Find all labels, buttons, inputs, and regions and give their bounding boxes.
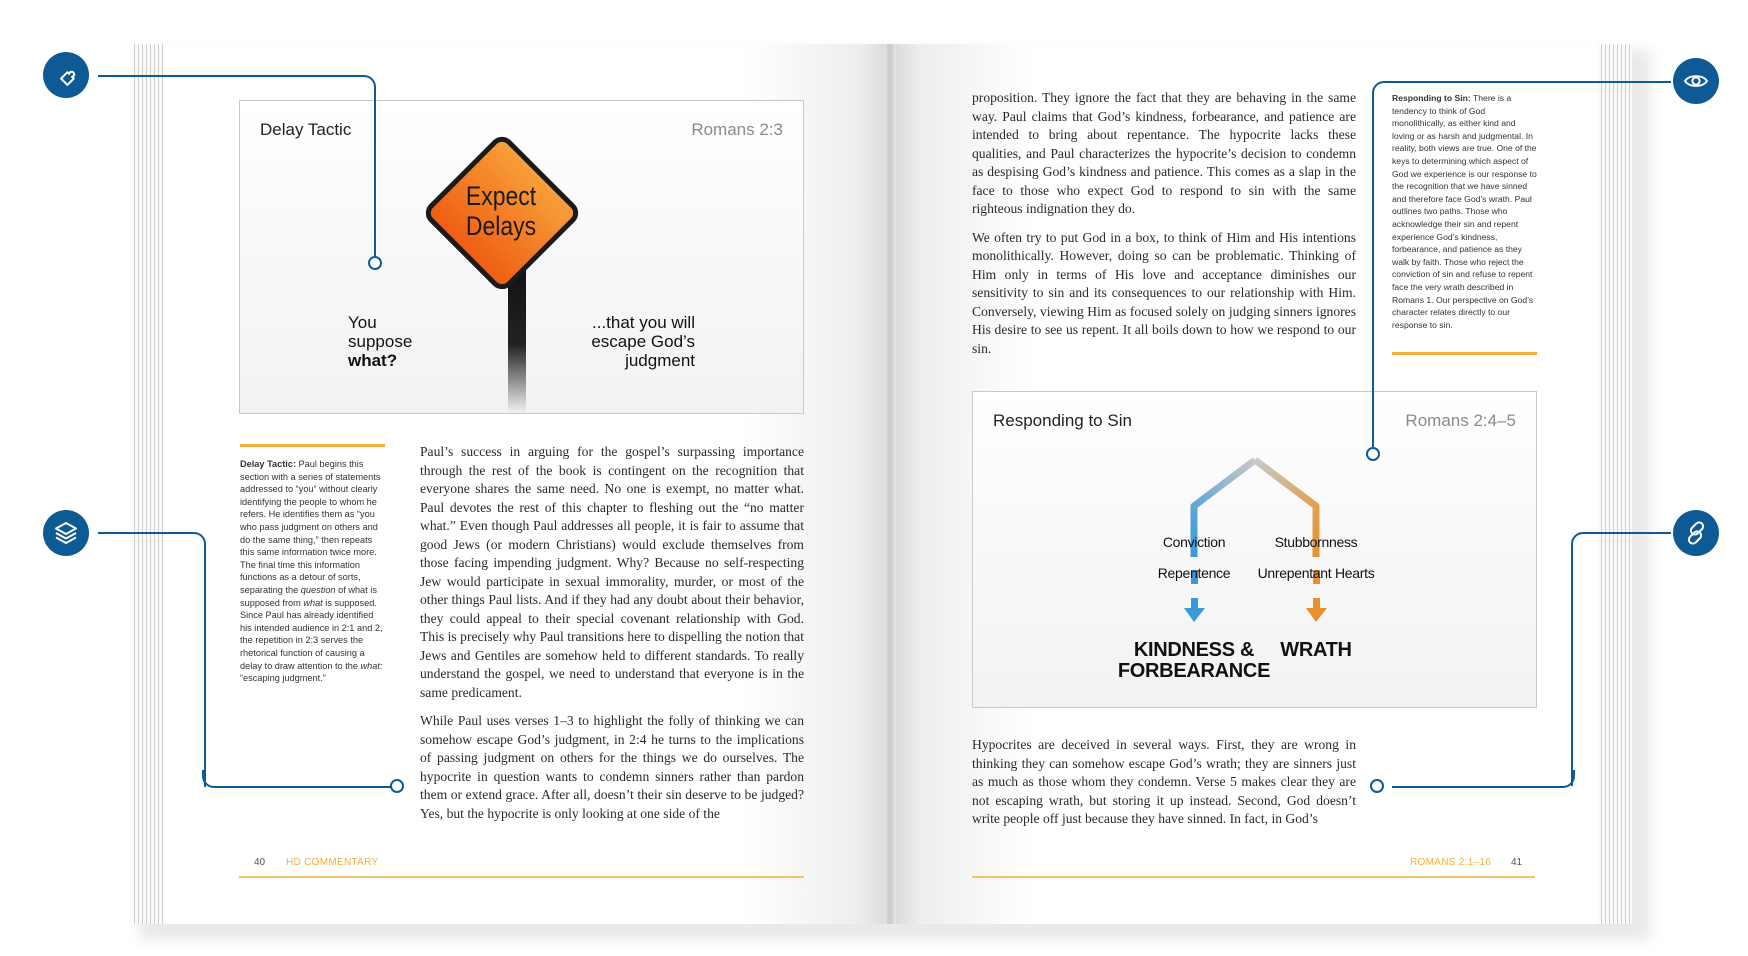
paragraph: While Paul uses verses 1–3 to highlight the folly of thinking we can somehow escape God’s judgment, in 2:4 he turns to the implications of passing judgment on others for the things we do ourselves. The hypocrite in question wants to condemn sinners rather than pardon them or extend grace. After all, doesn’t their sin deserve to be judged? Yes, but the hypocrite is only looking at one side of the	[420, 713, 804, 821]
right-body-text-bottom	[972, 736, 1356, 839]
link-callout-button[interactable]	[1673, 510, 1719, 556]
leader-line-mid-right-bottom	[1392, 770, 1575, 788]
callout-anchor-mid-left[interactable]	[390, 779, 404, 793]
running-head-left: HD COMMENTARY	[286, 857, 379, 868]
arrow-head-right	[1306, 608, 1327, 622]
layers-callout-button[interactable]	[43, 510, 89, 556]
leader-line-mid-left	[98, 532, 206, 787]
layers-icon	[53, 520, 79, 546]
link-icon	[1683, 520, 1709, 546]
paragraph: We often try to put God in a box, to think of Him and His intentions monolithically. However, doing so can be problematic. Thinking of Him only in terms of His love and acceptance diminishes our sensitivity to sin and its consequences to our relationship with Him. Conversely, viewing Him as focused solely on judging sinners ignores His desire to see us repent. It all boils down to how we respond to our sin.	[972, 229, 1356, 356]
figure-title: Delay Tactic	[260, 120, 352, 139]
puzzle-icon	[53, 62, 79, 88]
caption-left: You suppose what?	[348, 313, 413, 370]
arrow-head-left	[1184, 608, 1205, 622]
page-number-right: 41	[1511, 857, 1523, 868]
eye-callout-button[interactable]	[1673, 58, 1719, 104]
label-repentence: Repentence	[1157, 565, 1231, 581]
side-note-bar-left	[240, 444, 385, 447]
side-note-responding-to-sin: Responding to Sin: There is a tendency to think of God monolithically, as either kind and loving or as harsh and judgmental. In reality, both views are true. One of the keys to determining which aspect of God we experience is our response to the recognition that we have sinned and therefore face God’s wrath. Paul outlines two paths. Those who acknowledge their sin and repent experience God’s kindness, forbearance, and patience as they walk by faith. Those who reject the conviction of sin and refuse to repent face the very wrath described in Romans 1. Our perspective on God’s character relates directly to our response to sin.	[1392, 93, 1537, 330]
paragraph: Paul’s success in arguing for the gospel’s surpassing importance through the rest of the book is contingent on the recognition that everyone shares the same need. No one is exempt, no matter what. Paul devotes the rest of this chapter to fleshing out the “no matter what.” Even though Paul addresses all people, it is fair to assume that good Jews (or modern Christians) would exclude themselves from those facing impending judgment. Why? Because no self-respecting Jew would participate in sexual immorality, murder, or most of the other things Paul lists. And if they had any doubt about their behavior, they could appeal to their special covenant relationship with God. This is precisely why Paul transitions here to dispelling the notion that Jews and Gentiles are somehow held to different standards. To really understand the gospel, we need to understand that everyone is in the same predicament.	[420, 444, 804, 700]
callout-anchor-top-left[interactable]	[368, 256, 382, 270]
label-stubbornness: Stubbornness	[1274, 534, 1358, 550]
side-note-delay-tactic: Delay Tactic: Paul begins this section with a series of statements addressed to “you” without clearly identifying the people to whom he refers. He identifies them as “you who pass judgment on others and do the same thing,” then repeats this same information twice more. The final time this information functions as a detour of sorts, separating the question of what is supposed from what is supposed. Since Paul has already identified his intended audience in 2:1 and 2, the repetition in 2:3 serves the rhetorical function of causing a delay to draw attention to the what: “escaping judgment.”	[240, 459, 383, 684]
footer-rule-left	[239, 876, 804, 878]
paragraph: proposition. They ignore the fact that they are behaving in the same way. Paul claims that God’s kindness, forbearance, and patience are intended to bring about repentance. The hypocrite lacks these qualities, and Paul characterizes the hypocrite’s decision to condemn as despising God’s kindness and patience. This comes as a slap in the face to those who expect God to respond to sin with the same righteous indignation they do.	[972, 90, 1356, 216]
label-conviction: Conviction	[1162, 534, 1226, 550]
leader-line-mid-left-bottom	[202, 770, 394, 788]
paragraph: Hypocrites are deceived in several ways. First, they are wrong in thinking they can somehow escape God’s wrath; they are sinners just as much as those whom they condemn. Verse 5 makes clear they are not escaping wrath, but storing it up instead. Second, God doesn’t write people off just because they have sinned. In fact, in God’s	[972, 737, 1356, 826]
book-spine	[884, 44, 896, 924]
leader-line-top-left	[98, 75, 376, 265]
sign-text-line-1: Expect	[465, 181, 537, 211]
callout-anchor-top-right[interactable]	[1366, 447, 1380, 461]
result-kindness-forbearance: KINDNESS & FORBEARANCE	[1117, 639, 1271, 682]
eye-icon	[1683, 68, 1709, 94]
right-body-text-top	[972, 89, 1356, 368]
running-head-right: ROMANS 2:1–16	[1410, 857, 1492, 868]
puzzle-callout-button[interactable]	[43, 52, 89, 98]
footer-rule-right	[972, 876, 1535, 878]
label-unrepentant-hearts: Unrepentant Hearts	[1257, 565, 1375, 581]
caption-right: ...that you will escape God’s judgment	[591, 313, 695, 370]
figure-reference: Romans 2:3	[691, 120, 783, 139]
result-wrath: WRATH	[1280, 639, 1352, 661]
figure-title: Responding to Sin	[993, 411, 1132, 430]
leader-line-top-right	[1372, 81, 1678, 450]
sign-text-line-2: Delays	[465, 211, 537, 241]
page-number-left: 40	[254, 857, 266, 868]
leader-line-mid-right	[1571, 532, 1678, 786]
figure-reference: Romans 2:4–5	[1405, 411, 1516, 430]
left-body-text	[420, 443, 804, 833]
callout-anchor-mid-right[interactable]	[1370, 779, 1384, 793]
